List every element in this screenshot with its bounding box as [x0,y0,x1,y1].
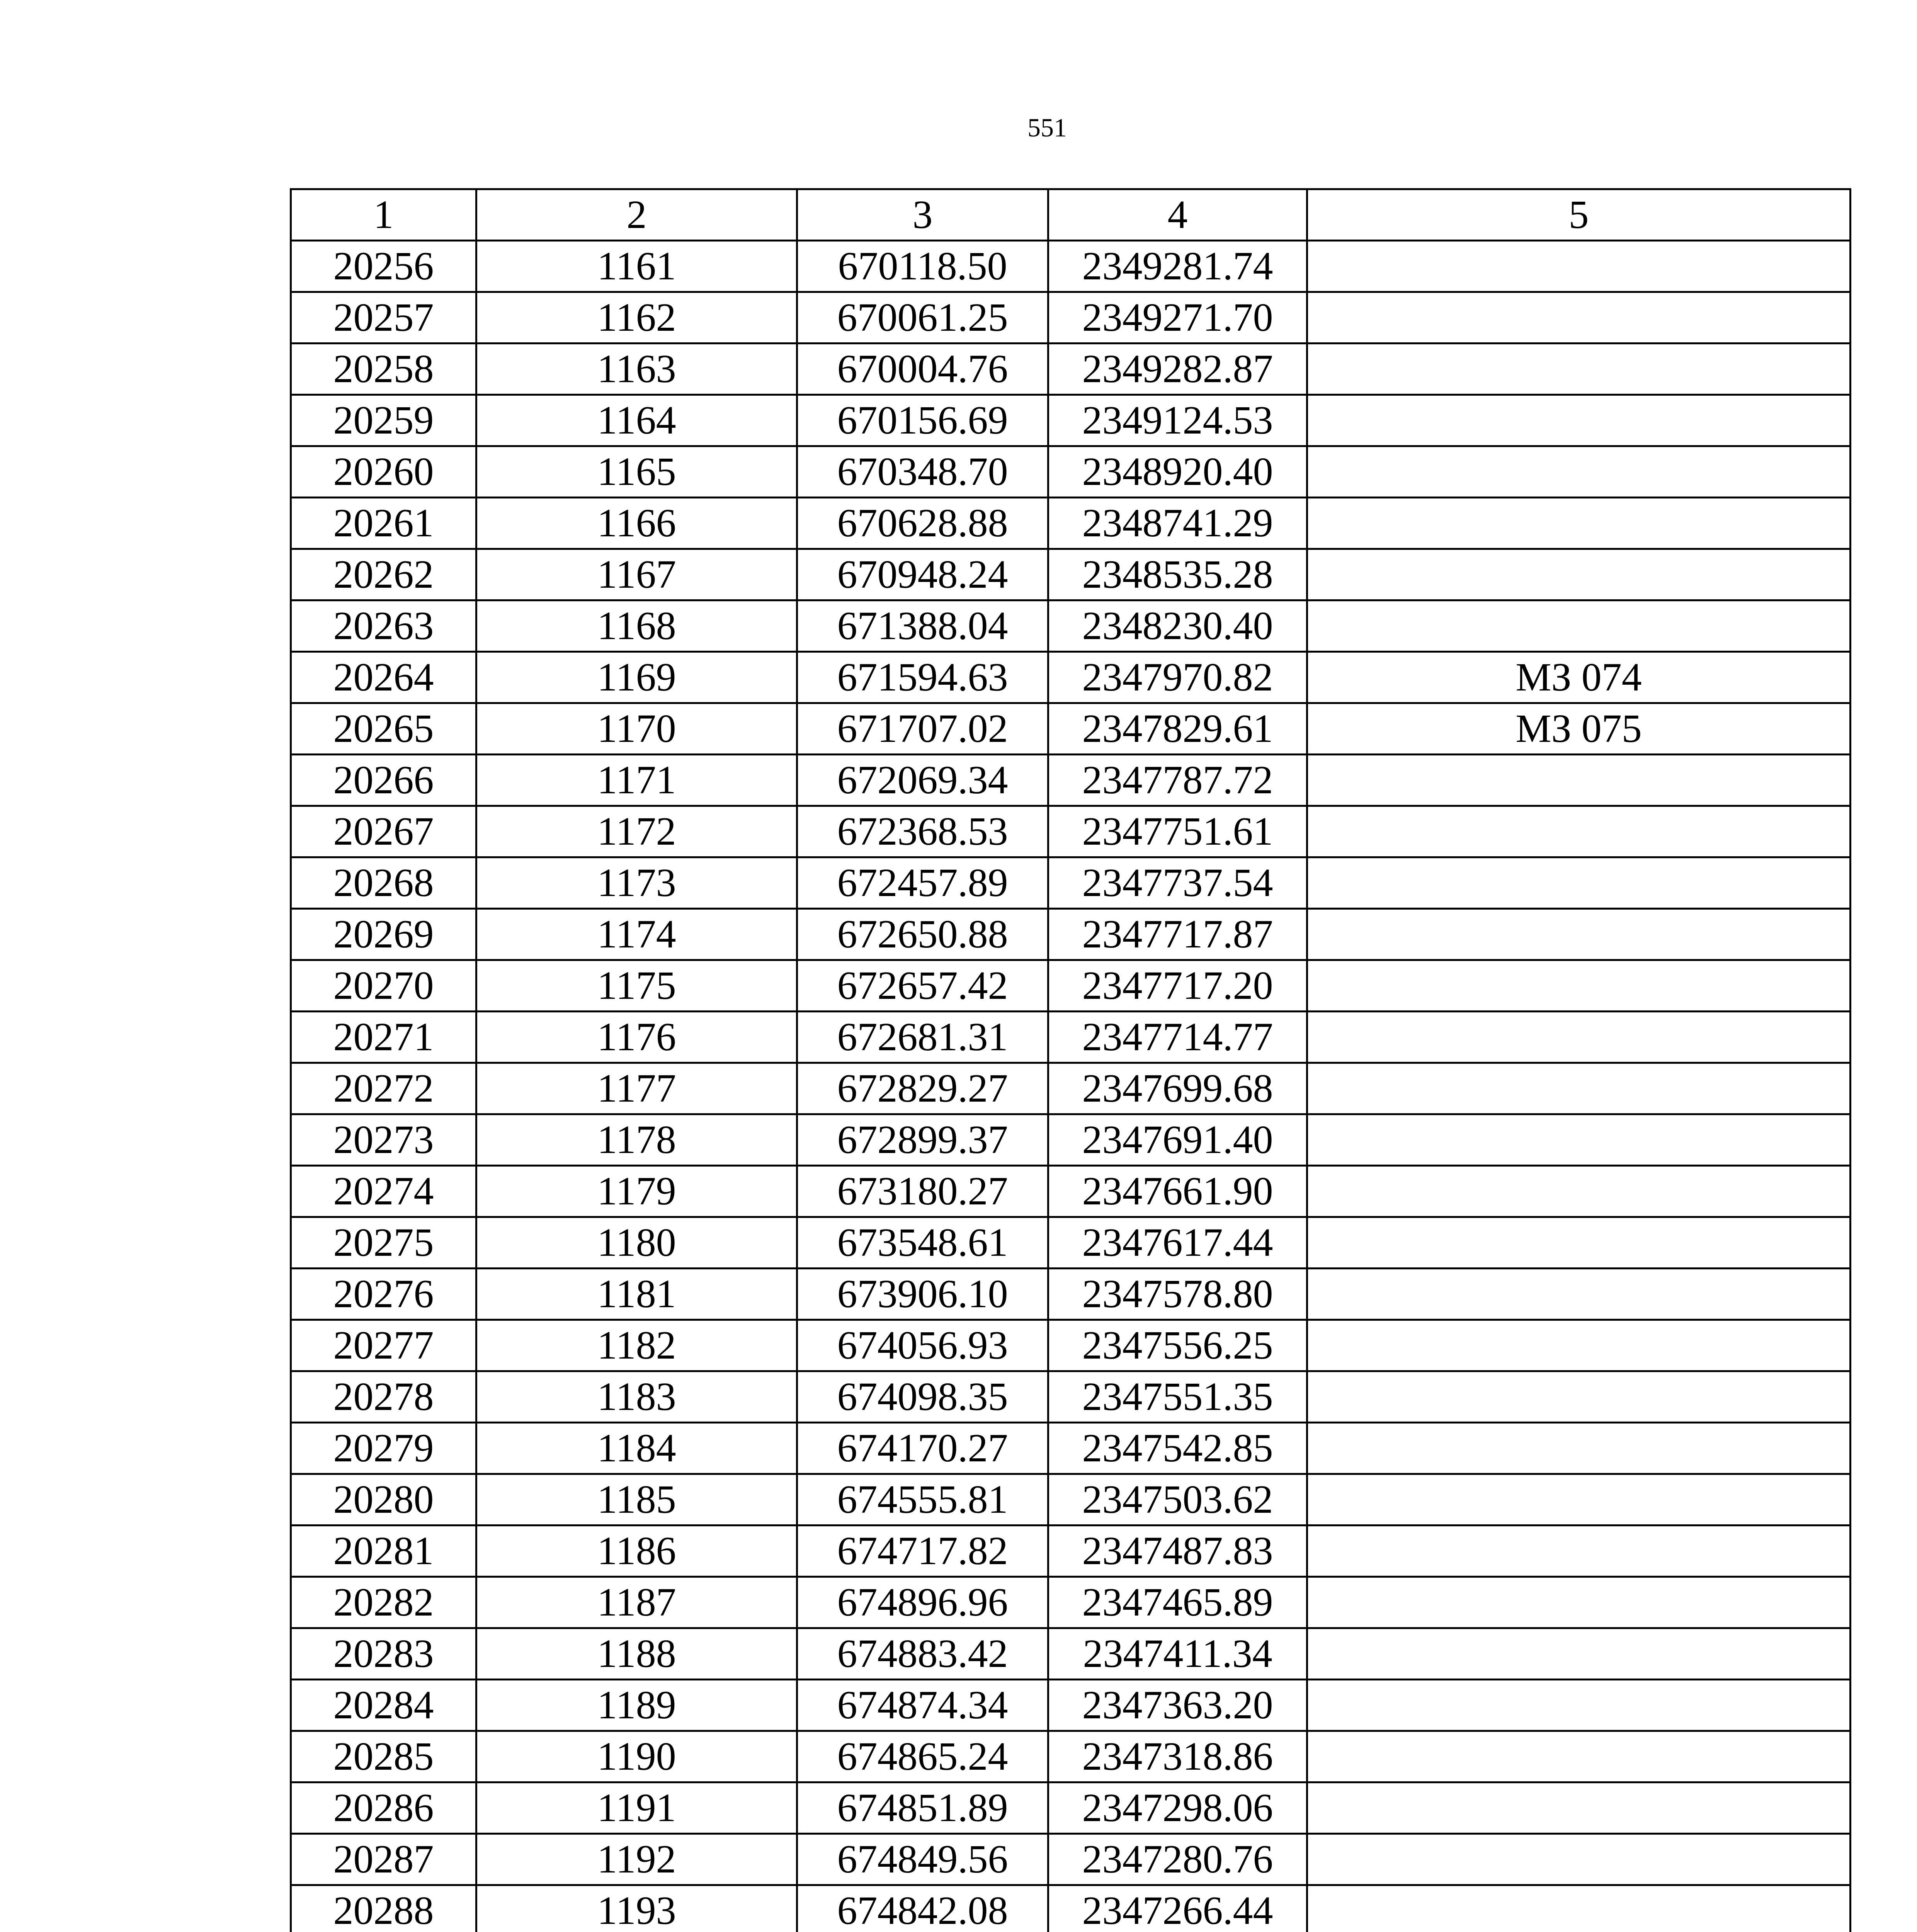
table-row [291,1577,1851,1628]
x-coordinate-cell: 674874.34 [797,1680,1048,1731]
table-row [291,755,1851,806]
x-coordinate-cell: 672069.34 [797,755,1048,806]
note-cell [1307,1474,1851,1526]
y-coordinate-cell: 2347318.86 [1048,1731,1307,1782]
y-coordinate-cell: 2347970.82 [1048,652,1307,703]
y-coordinate-cell: 2347411.34 [1048,1628,1307,1680]
x-coordinate-cell: 671388.04 [797,600,1048,652]
point-number-cell: 1182 [476,1320,797,1371]
x-coordinate-cell: 670004.76 [797,344,1048,395]
table-row [291,1782,1851,1834]
row-index-cell: 20285 [291,1731,476,1782]
row-index-cell: 20277 [291,1320,476,1371]
x-coordinate-cell: 674056.93 [797,1320,1048,1371]
row-index-cell: 20275 [291,1217,476,1269]
x-coordinate-cell: 671594.63 [797,652,1048,703]
row-index-cell: 20263 [291,600,476,652]
row-index-cell: 20286 [291,1782,476,1834]
note-cell [1307,1526,1851,1577]
note-cell [1307,857,1851,909]
table-row [291,395,1851,446]
y-coordinate-cell: 2347266.44 [1048,1885,1307,1932]
x-coordinate-cell: 672368.53 [797,806,1048,857]
y-coordinate-cell: 2347280.76 [1048,1834,1307,1885]
table-row [291,652,1851,703]
point-number-cell: 1168 [476,600,797,652]
table-row [291,1731,1851,1782]
x-coordinate-cell: 673548.61 [797,1217,1048,1269]
note-cell [1307,344,1851,395]
point-number-cell: 1163 [476,344,797,395]
x-coordinate-cell: 674851.89 [797,1782,1048,1834]
y-coordinate-cell: 2347714.77 [1048,1012,1307,1063]
point-number-cell: 1175 [476,960,797,1012]
y-coordinate-cell: 2347578.80 [1048,1269,1307,1320]
row-index-cell: 20258 [291,344,476,395]
note-cell [1307,549,1851,600]
note-cell [1307,1063,1851,1114]
note-cell [1307,1885,1851,1932]
row-index-cell: 20276 [291,1269,476,1320]
table-row [291,1834,1851,1885]
table-row [291,1166,1851,1217]
x-coordinate-cell: 674849.56 [797,1834,1048,1885]
note-cell [1307,498,1851,549]
x-coordinate-cell: 672829.27 [797,1063,1048,1114]
x-coordinate-cell: 670156.69 [797,395,1048,446]
point-number-cell: 1164 [476,395,797,446]
x-coordinate-cell: 674865.24 [797,1731,1048,1782]
header-cell-3: 3 [797,189,1048,241]
row-index-cell: 20259 [291,395,476,446]
x-coordinate-cell: 670948.24 [797,549,1048,600]
table-row [291,241,1851,292]
x-coordinate-cell: 674842.08 [797,1885,1048,1932]
row-index-cell: 20265 [291,703,476,755]
x-coordinate-cell: 671707.02 [797,703,1048,755]
y-coordinate-cell: 2347661.90 [1048,1166,1307,1217]
row-index-cell: 20280 [291,1474,476,1526]
row-index-cell: 20270 [291,960,476,1012]
table-row [291,806,1851,857]
point-number-cell: 1173 [476,857,797,909]
row-index-cell: 20272 [291,1063,476,1114]
y-coordinate-cell: 2347363.20 [1048,1680,1307,1731]
x-coordinate-cell: 672457.89 [797,857,1048,909]
x-coordinate-cell: 674717.82 [797,1526,1048,1577]
x-coordinate-cell: 672681.31 [797,1012,1048,1063]
table-body [291,189,1851,1932]
row-index-cell: 20278 [291,1371,476,1423]
row-index-cell: 20281 [291,1526,476,1577]
row-index-cell: 20279 [291,1423,476,1474]
row-index-cell: 20268 [291,857,476,909]
point-number-cell: 1181 [476,1269,797,1320]
table-row [291,960,1851,1012]
point-number-cell: 1191 [476,1782,797,1834]
table-row [291,1114,1851,1166]
x-coordinate-cell: 674896.96 [797,1577,1048,1628]
note-cell [1307,241,1851,292]
table-row [291,1885,1851,1932]
x-coordinate-cell: 670348.70 [797,446,1048,498]
note-cell [1307,1320,1851,1371]
x-coordinate-cell: 674098.35 [797,1371,1048,1423]
row-index-cell: 20283 [291,1628,476,1680]
note-cell [1307,1782,1851,1834]
y-coordinate-cell: 2347829.61 [1048,703,1307,755]
table-row [291,1269,1851,1320]
row-index-cell: 20287 [291,1834,476,1885]
table-row [291,1423,1851,1474]
row-index-cell: 20262 [291,549,476,600]
row-index-cell: 20266 [291,755,476,806]
note-cell [1307,1731,1851,1782]
table-row [291,1526,1851,1577]
y-coordinate-cell: 2347551.35 [1048,1371,1307,1423]
header-cell-5: 5 [1307,189,1851,241]
x-coordinate-cell: 670118.50 [797,241,1048,292]
table-row [291,446,1851,498]
note-cell [1307,960,1851,1012]
point-number-cell: 1162 [476,292,797,344]
note-cell [1307,1012,1851,1063]
y-coordinate-cell: 2348920.40 [1048,446,1307,498]
row-index-cell: 20267 [291,806,476,857]
x-coordinate-cell: 674555.81 [797,1474,1048,1526]
note-cell: МЗ 074 [1307,652,1851,703]
table-row [291,1012,1851,1063]
point-number-cell: 1171 [476,755,797,806]
point-number-cell: 1172 [476,806,797,857]
note-cell [1307,1680,1851,1731]
point-number-cell: 1190 [476,1731,797,1782]
point-number-cell: 1178 [476,1114,797,1166]
table-row [291,498,1851,549]
x-coordinate-cell: 670628.88 [797,498,1048,549]
row-index-cell: 20261 [291,498,476,549]
page-number: 551 [1027,113,1067,142]
point-number-cell: 1165 [476,446,797,498]
x-coordinate-cell: 670061.25 [797,292,1048,344]
point-number-cell: 1188 [476,1628,797,1680]
point-number-cell: 1161 [476,241,797,292]
y-coordinate-cell: 2347487.83 [1048,1526,1307,1577]
y-coordinate-cell: 2348535.28 [1048,549,1307,600]
y-coordinate-cell: 2349281.74 [1048,241,1307,292]
point-number-cell: 1184 [476,1423,797,1474]
point-number-cell: 1167 [476,549,797,600]
row-index-cell: 20282 [291,1577,476,1628]
point-number-cell: 1183 [476,1371,797,1423]
table-row [291,857,1851,909]
x-coordinate-cell: 674883.42 [797,1628,1048,1680]
row-index-cell: 20274 [291,1166,476,1217]
row-index-cell: 20264 [291,652,476,703]
table-row [291,909,1851,960]
note-cell [1307,1269,1851,1320]
row-index-cell: 20257 [291,292,476,344]
point-number-cell: 1176 [476,1012,797,1063]
note-cell [1307,600,1851,652]
table-row [291,344,1851,395]
point-number-cell: 1180 [476,1217,797,1269]
point-number-cell: 1170 [476,703,797,755]
table-row [291,1628,1851,1680]
y-coordinate-cell: 2349124.53 [1048,395,1307,446]
point-number-cell: 1177 [476,1063,797,1114]
y-coordinate-cell: 2348741.29 [1048,498,1307,549]
table-row [291,1217,1851,1269]
y-coordinate-cell: 2347465.89 [1048,1577,1307,1628]
coordinates-table [290,188,1851,1932]
note-cell [1307,446,1851,498]
note-cell [1307,1114,1851,1166]
y-coordinate-cell: 2347751.61 [1048,806,1307,857]
point-number-cell: 1166 [476,498,797,549]
y-coordinate-cell: 2348230.40 [1048,600,1307,652]
y-coordinate-cell: 2349271.70 [1048,292,1307,344]
point-number-cell: 1187 [476,1577,797,1628]
y-coordinate-cell: 2347717.20 [1048,960,1307,1012]
x-coordinate-cell: 674170.27 [797,1423,1048,1474]
table-row [291,703,1851,755]
note-cell [1307,1628,1851,1680]
x-coordinate-cell: 672899.37 [797,1114,1048,1166]
table-row [291,292,1851,344]
note-cell [1307,1166,1851,1217]
note-cell [1307,909,1851,960]
note-cell [1307,1371,1851,1423]
point-number-cell: 1179 [476,1166,797,1217]
y-coordinate-cell: 2349282.87 [1048,344,1307,395]
y-coordinate-cell: 2347542.85 [1048,1423,1307,1474]
y-coordinate-cell: 2347737.54 [1048,857,1307,909]
y-coordinate-cell: 2347787.72 [1048,755,1307,806]
row-index-cell: 20273 [291,1114,476,1166]
row-index-cell: 20269 [291,909,476,960]
table-row [291,1474,1851,1526]
x-coordinate-cell: 672657.42 [797,960,1048,1012]
table-row [291,1680,1851,1731]
point-number-cell: 1186 [476,1526,797,1577]
note-cell [1307,395,1851,446]
row-index-cell: 20284 [291,1680,476,1731]
table-row [291,549,1851,600]
row-index-cell: 20260 [291,446,476,498]
y-coordinate-cell: 2347691.40 [1048,1114,1307,1166]
y-coordinate-cell: 2347617.44 [1048,1217,1307,1269]
y-coordinate-cell: 2347556.25 [1048,1320,1307,1371]
header-cell-1: 1 [291,189,476,241]
x-coordinate-cell: 673180.27 [797,1166,1048,1217]
table-row [291,600,1851,652]
header-cell-4: 4 [1048,189,1307,241]
table-row [291,1063,1851,1114]
table-header-row [291,189,1851,241]
table-row [291,1371,1851,1423]
y-coordinate-cell: 2347298.06 [1048,1782,1307,1834]
note-cell [1307,755,1851,806]
point-number-cell: 1174 [476,909,797,960]
note-cell [1307,1217,1851,1269]
note-cell [1307,1577,1851,1628]
note-cell [1307,1834,1851,1885]
point-number-cell: 1169 [476,652,797,703]
note-cell [1307,806,1851,857]
table-row [291,1320,1851,1371]
row-index-cell: 20271 [291,1012,476,1063]
x-coordinate-cell: 673906.10 [797,1269,1048,1320]
header-cell-2: 2 [476,189,797,241]
y-coordinate-cell: 2347717.87 [1048,909,1307,960]
x-coordinate-cell: 672650.88 [797,909,1048,960]
note-cell [1307,292,1851,344]
row-index-cell: 20256 [291,241,476,292]
note-cell: МЗ 075 [1307,703,1851,755]
point-number-cell: 1192 [476,1834,797,1885]
point-number-cell: 1185 [476,1474,797,1526]
y-coordinate-cell: 2347503.62 [1048,1474,1307,1526]
y-coordinate-cell: 2347699.68 [1048,1063,1307,1114]
point-number-cell: 1193 [476,1885,797,1932]
row-index-cell: 20288 [291,1885,476,1932]
point-number-cell: 1189 [476,1680,797,1731]
note-cell [1307,1423,1851,1474]
